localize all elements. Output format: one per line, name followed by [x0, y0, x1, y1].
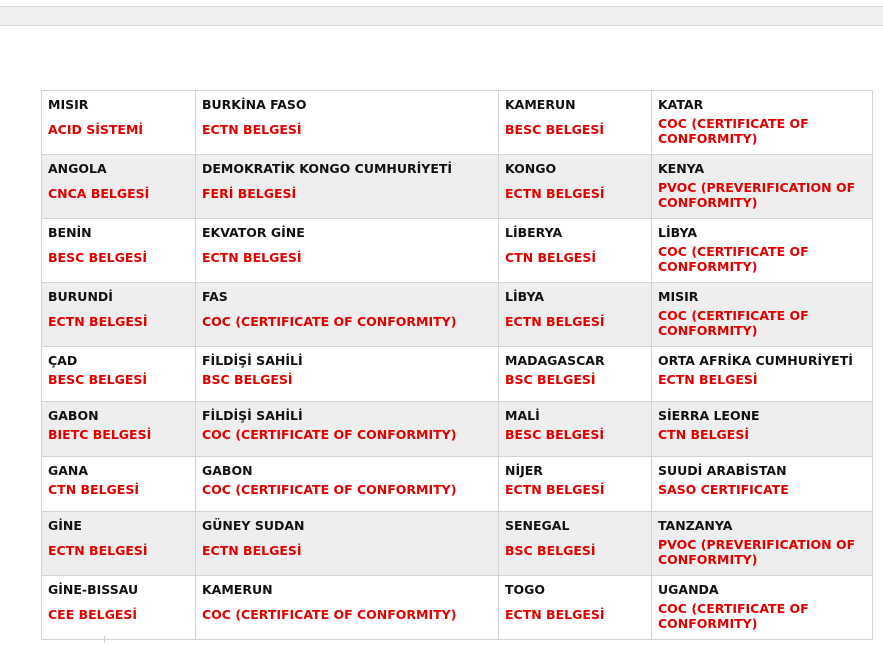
- certificate-name: BESC BELGESİ: [505, 427, 605, 442]
- table-cell: [42, 457, 196, 512]
- table-cell: [196, 155, 499, 219]
- country-name: UGANDA: [658, 582, 719, 597]
- certificate-name: ECTN BELGESİ: [505, 314, 605, 329]
- table-cell: [42, 512, 196, 576]
- top-toolbar-strip: [0, 6, 883, 26]
- country-name: GABON: [202, 463, 253, 478]
- country-name: NİJER: [505, 463, 543, 478]
- country-name: GİNE: [48, 518, 82, 533]
- certificate-name: CTN BELGESİ: [48, 482, 139, 497]
- country-name: FİLDİŞİ SAHİLİ: [202, 408, 303, 423]
- certificate-name: PVOC (PREVERIFICATION OF CONFORMITY): [658, 180, 856, 210]
- table-cell: [196, 402, 499, 457]
- certificate-name: ECTN BELGESİ: [505, 186, 605, 201]
- country-name: SENEGAL: [505, 518, 570, 533]
- table-cell: [499, 576, 652, 640]
- certificate-name: ECTN BELGESİ: [658, 372, 758, 387]
- certificate-table: [41, 90, 873, 640]
- certificate-name: CTN BELGESİ: [658, 427, 749, 442]
- certificate-name: CEE BELGESİ: [48, 607, 138, 622]
- table-cell: [499, 283, 652, 347]
- certificate-name: ECTN BELGESİ: [202, 543, 302, 558]
- country-name: EKVATOR GİNE: [202, 225, 305, 240]
- certificate-name: BIETC BELGESİ: [48, 427, 152, 442]
- country-name: BURUNDİ: [48, 289, 113, 304]
- table-cell: [499, 347, 652, 402]
- country-name: KATAR: [658, 97, 704, 112]
- country-name: ORTA AFRİKA CUMHURİYETİ: [658, 353, 853, 368]
- table-cell: [42, 283, 196, 347]
- table-cell: [652, 155, 873, 219]
- table-cell: [652, 512, 873, 576]
- certificate-name: ECTN BELGESİ: [48, 314, 148, 329]
- table-cell: [652, 219, 873, 283]
- country-name: GABON: [48, 408, 99, 423]
- table-row: [42, 283, 873, 347]
- table-cell: [196, 283, 499, 347]
- certificate-name: BESC BELGESİ: [48, 372, 148, 387]
- country-name: KENYA: [658, 161, 705, 176]
- table-cell: [499, 155, 652, 219]
- table-cell: [42, 402, 196, 457]
- country-name: FAS: [202, 289, 228, 304]
- table-row: [42, 402, 873, 457]
- table-cell: [652, 576, 873, 640]
- certificate-name: ACID SİSTEMİ: [48, 122, 144, 137]
- certificate-name: PVOC (PREVERIFICATION OF CONFORMITY): [658, 537, 856, 567]
- table-cell: [196, 219, 499, 283]
- certificate-name: COC (CERTIFICATE OF CONFORMITY): [202, 482, 457, 497]
- country-name: MISIR: [48, 97, 89, 112]
- country-name: MISIR: [658, 289, 699, 304]
- certificate-name: BSC BELGESİ: [505, 372, 596, 387]
- country-name: TANZANYA: [658, 518, 733, 533]
- certificate-name: COC (CERTIFICATE OF CONFORMITY): [658, 601, 809, 631]
- table-row: [42, 155, 873, 219]
- country-name: BENİN: [48, 225, 92, 240]
- table-cell: [652, 402, 873, 457]
- divider: [104, 636, 105, 642]
- table-cell: [196, 347, 499, 402]
- certificate-name: COC (CERTIFICATE OF CONFORMITY): [658, 116, 809, 146]
- country-name: LİBYA: [658, 225, 697, 240]
- country-name: LİBYA: [505, 289, 544, 304]
- certificate-name: BESC BELGESİ: [505, 122, 605, 137]
- certificate-name: BSC BELGESİ: [505, 543, 596, 558]
- certificate-name: ECTN BELGESİ: [202, 122, 302, 137]
- certificate-name: ECTN BELGESİ: [202, 250, 302, 265]
- table-row: [42, 457, 873, 512]
- table-cell: [196, 576, 499, 640]
- table-cell: [42, 155, 196, 219]
- certificate-name: COC (CERTIFICATE OF CONFORMITY): [202, 314, 457, 329]
- table-cell: [42, 91, 196, 155]
- certificate-name: CNCA BELGESİ: [48, 186, 150, 201]
- certificate-name: BESC BELGESİ: [48, 250, 148, 265]
- certificate-name: FERİ BELGESİ: [202, 186, 297, 201]
- country-name: GANA: [48, 463, 89, 478]
- country-name: SİERRA LEONE: [658, 408, 760, 423]
- country-name: MADAGASCAR: [505, 353, 605, 368]
- table-cell: [652, 457, 873, 512]
- country-name: MALİ: [505, 408, 540, 423]
- table-cell: [499, 219, 652, 283]
- country-name: KAMERUN: [505, 97, 576, 112]
- certificate-name: COC (CERTIFICATE OF CONFORMITY): [202, 427, 457, 442]
- table-cell: [652, 347, 873, 402]
- certificate-name: SASO CERTIFICATE: [658, 482, 789, 497]
- table-cell: [499, 91, 652, 155]
- table-cell: [196, 457, 499, 512]
- country-name: KAMERUN: [202, 582, 273, 597]
- country-name: ÇAD: [48, 353, 78, 368]
- country-name: KONGO: [505, 161, 557, 176]
- country-name: LİBERYA: [505, 225, 563, 240]
- country-name: ANGOLA: [48, 161, 107, 176]
- country-name: DEMOKRATİK KONGO CUMHURİYETİ: [202, 161, 453, 176]
- table-cell: [42, 219, 196, 283]
- table-cell: [196, 91, 499, 155]
- table-cell: [42, 347, 196, 402]
- table-cell: [499, 457, 652, 512]
- country-name: BURKİNA FASO: [202, 97, 307, 112]
- certificate-name: ECTN BELGESİ: [505, 482, 605, 497]
- table-row: [42, 512, 873, 576]
- country-name: SUUDİ ARABİSTAN: [658, 463, 787, 478]
- table-cell: [499, 512, 652, 576]
- country-name: GÜNEY SUDAN: [202, 518, 305, 533]
- table-cell: [42, 576, 196, 640]
- country-name: TOGO: [505, 582, 546, 597]
- table-cell: [652, 91, 873, 155]
- certificate-name: CTN BELGESİ: [505, 250, 596, 265]
- country-name: GİNE-BISSAU: [48, 582, 139, 597]
- table-cell: [652, 283, 873, 347]
- table-row: [42, 91, 873, 155]
- certificate-name: COC (CERTIFICATE OF CONFORMITY): [658, 308, 809, 338]
- table-row: [42, 576, 873, 640]
- certificate-name: COC (CERTIFICATE OF CONFORMITY): [658, 244, 809, 274]
- table-row: [42, 347, 873, 402]
- certificate-name: ECTN BELGESİ: [48, 543, 148, 558]
- table-cell: [499, 402, 652, 457]
- certificate-name: BSC BELGESİ: [202, 372, 293, 387]
- table-cell: [196, 512, 499, 576]
- table-row: [42, 219, 873, 283]
- certificate-name: ECTN BELGESİ: [505, 607, 605, 622]
- country-name: FİLDİŞİ SAHİLİ: [202, 353, 303, 368]
- certificate-name: COC (CERTIFICATE OF CONFORMITY): [202, 607, 457, 622]
